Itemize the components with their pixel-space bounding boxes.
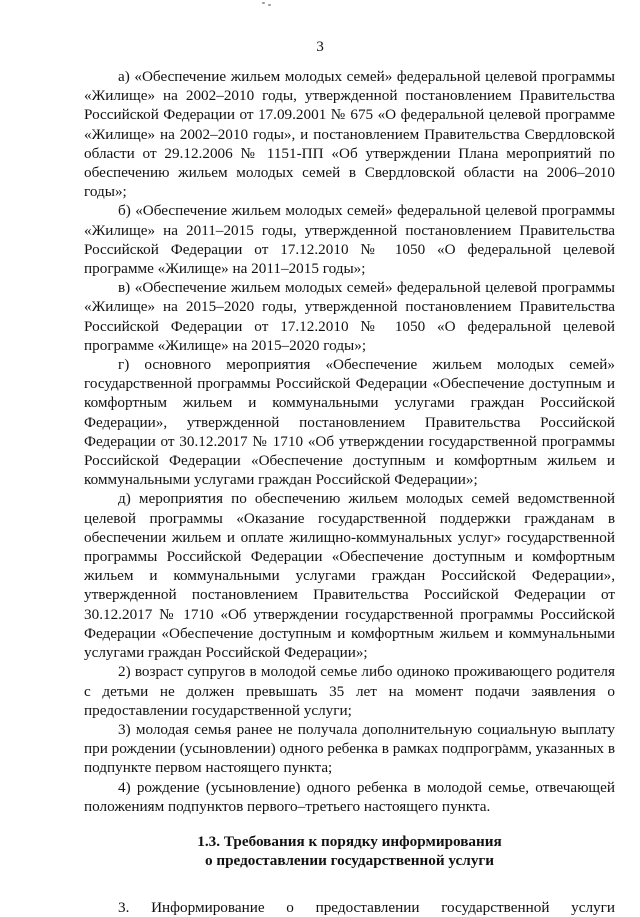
section-heading-line-1: 1.3. Требования к порядку информирования (197, 832, 502, 850)
paragraph-2: 2) возраст супругов в молодой семье либо одиноко проживающего родителя с детьми не должен превышать 35 лет на момент подачи заявления о предоставлении государственной услуги; (84, 663, 615, 719)
paragraph-3: 3) молодая семья ранее не получала дополнительную социальную выплату при рождении (усыновлении) одного ребенка в рамках подпрограмм, указанных в подпункте первом настоящего пункта; (84, 720, 615, 777)
page-number: 3 (316, 38, 324, 55)
document-body (84, 67, 615, 917)
paragraph-b: б) «Обеспечение жильем молодых семей» федеральной целевой программы «Жилище» на 2011–2015 годы, утвержденной постановлением Правительства Российской Федерации от 17.12.2010 № 1050 «О федеральной целевой программе «Жилище» на 2011–2015 годы»; (84, 202, 615, 278)
scan-artifact (268, 4, 271, 6)
section-heading (84, 832, 615, 871)
paragraph-a: а) «Обеспечение жильем молодых семей» федеральной целевой программы «Жилище» на 2002–2010 годы, утвержденной постановлением Правительства Российской Федерации от 17.09.2001 № 675 «О федеральной целевой программе «Жилище» на 2002–2010 годы», и постановлением Правительства Свердловской области от 29.12.2006 № 1151-ПП «Об утверждении Плана мероприятий по обеспечению жильем молодых семей в Свердловской области на 2006–2010 годы»; (84, 68, 615, 201)
paragraph-4: 4) рождение (усыновление) одного ребенка в молодой семье, отвечающей положениям подпунктов первого–третьего настоящего пункта. (84, 778, 615, 815)
scan-artifact (262, 2, 265, 4)
paragraph-v: в) «Обеспечение жильем молодых семей» федеральной целевой программы «Жилище» на 2015–2020 годы, утвержденной постановлением Правительства Российской Федерации от 17.12.2010 № 1050 «О федеральной целевой программе «Жилище» на 2015–2020 годы»; (84, 279, 615, 354)
section-heading-line-2: о предоставлении государственной услуги (204, 852, 495, 870)
paragraph-d: д) мероприятия по обеспечению жильем молодых семей ведомственной целевой программы «Оказание государственной поддержки гражданам в обеспечении жильем и оплате жилищно-коммунальных услуг» государственной программы Российской Федерации «Обеспечение доступным и комфортным жильем и коммунальными услугами граждан Российской Федерации», утвержденной постановлением Правительства Российской Федерации от 30.12.2017 № 1710 «Об утверждении государственной программы Российской Федерации «Обеспечение доступным и комфортным жильем и коммунальными услугами граждан Российской Федерации»; (84, 490, 615, 662)
paragraph-g: г) основного мероприятия «Обеспечение жильем молодых семей» государственной программы Российской Федерации «Обеспечение доступным и комфортным жильем и коммунальными услугами граждан Российской Федерации», утвержденной постановлением Правительства Российской Федерации от 30.12.2017 № 1710 «Об утверждении государственной программы Российской Федерации «Обеспечение доступным и комфортным жильем и коммунальными услугами граждан Российской Федерации»; (84, 356, 615, 489)
paragraph-informing: 3. Информирование о предоставлении государственной услуги (118, 898, 615, 916)
